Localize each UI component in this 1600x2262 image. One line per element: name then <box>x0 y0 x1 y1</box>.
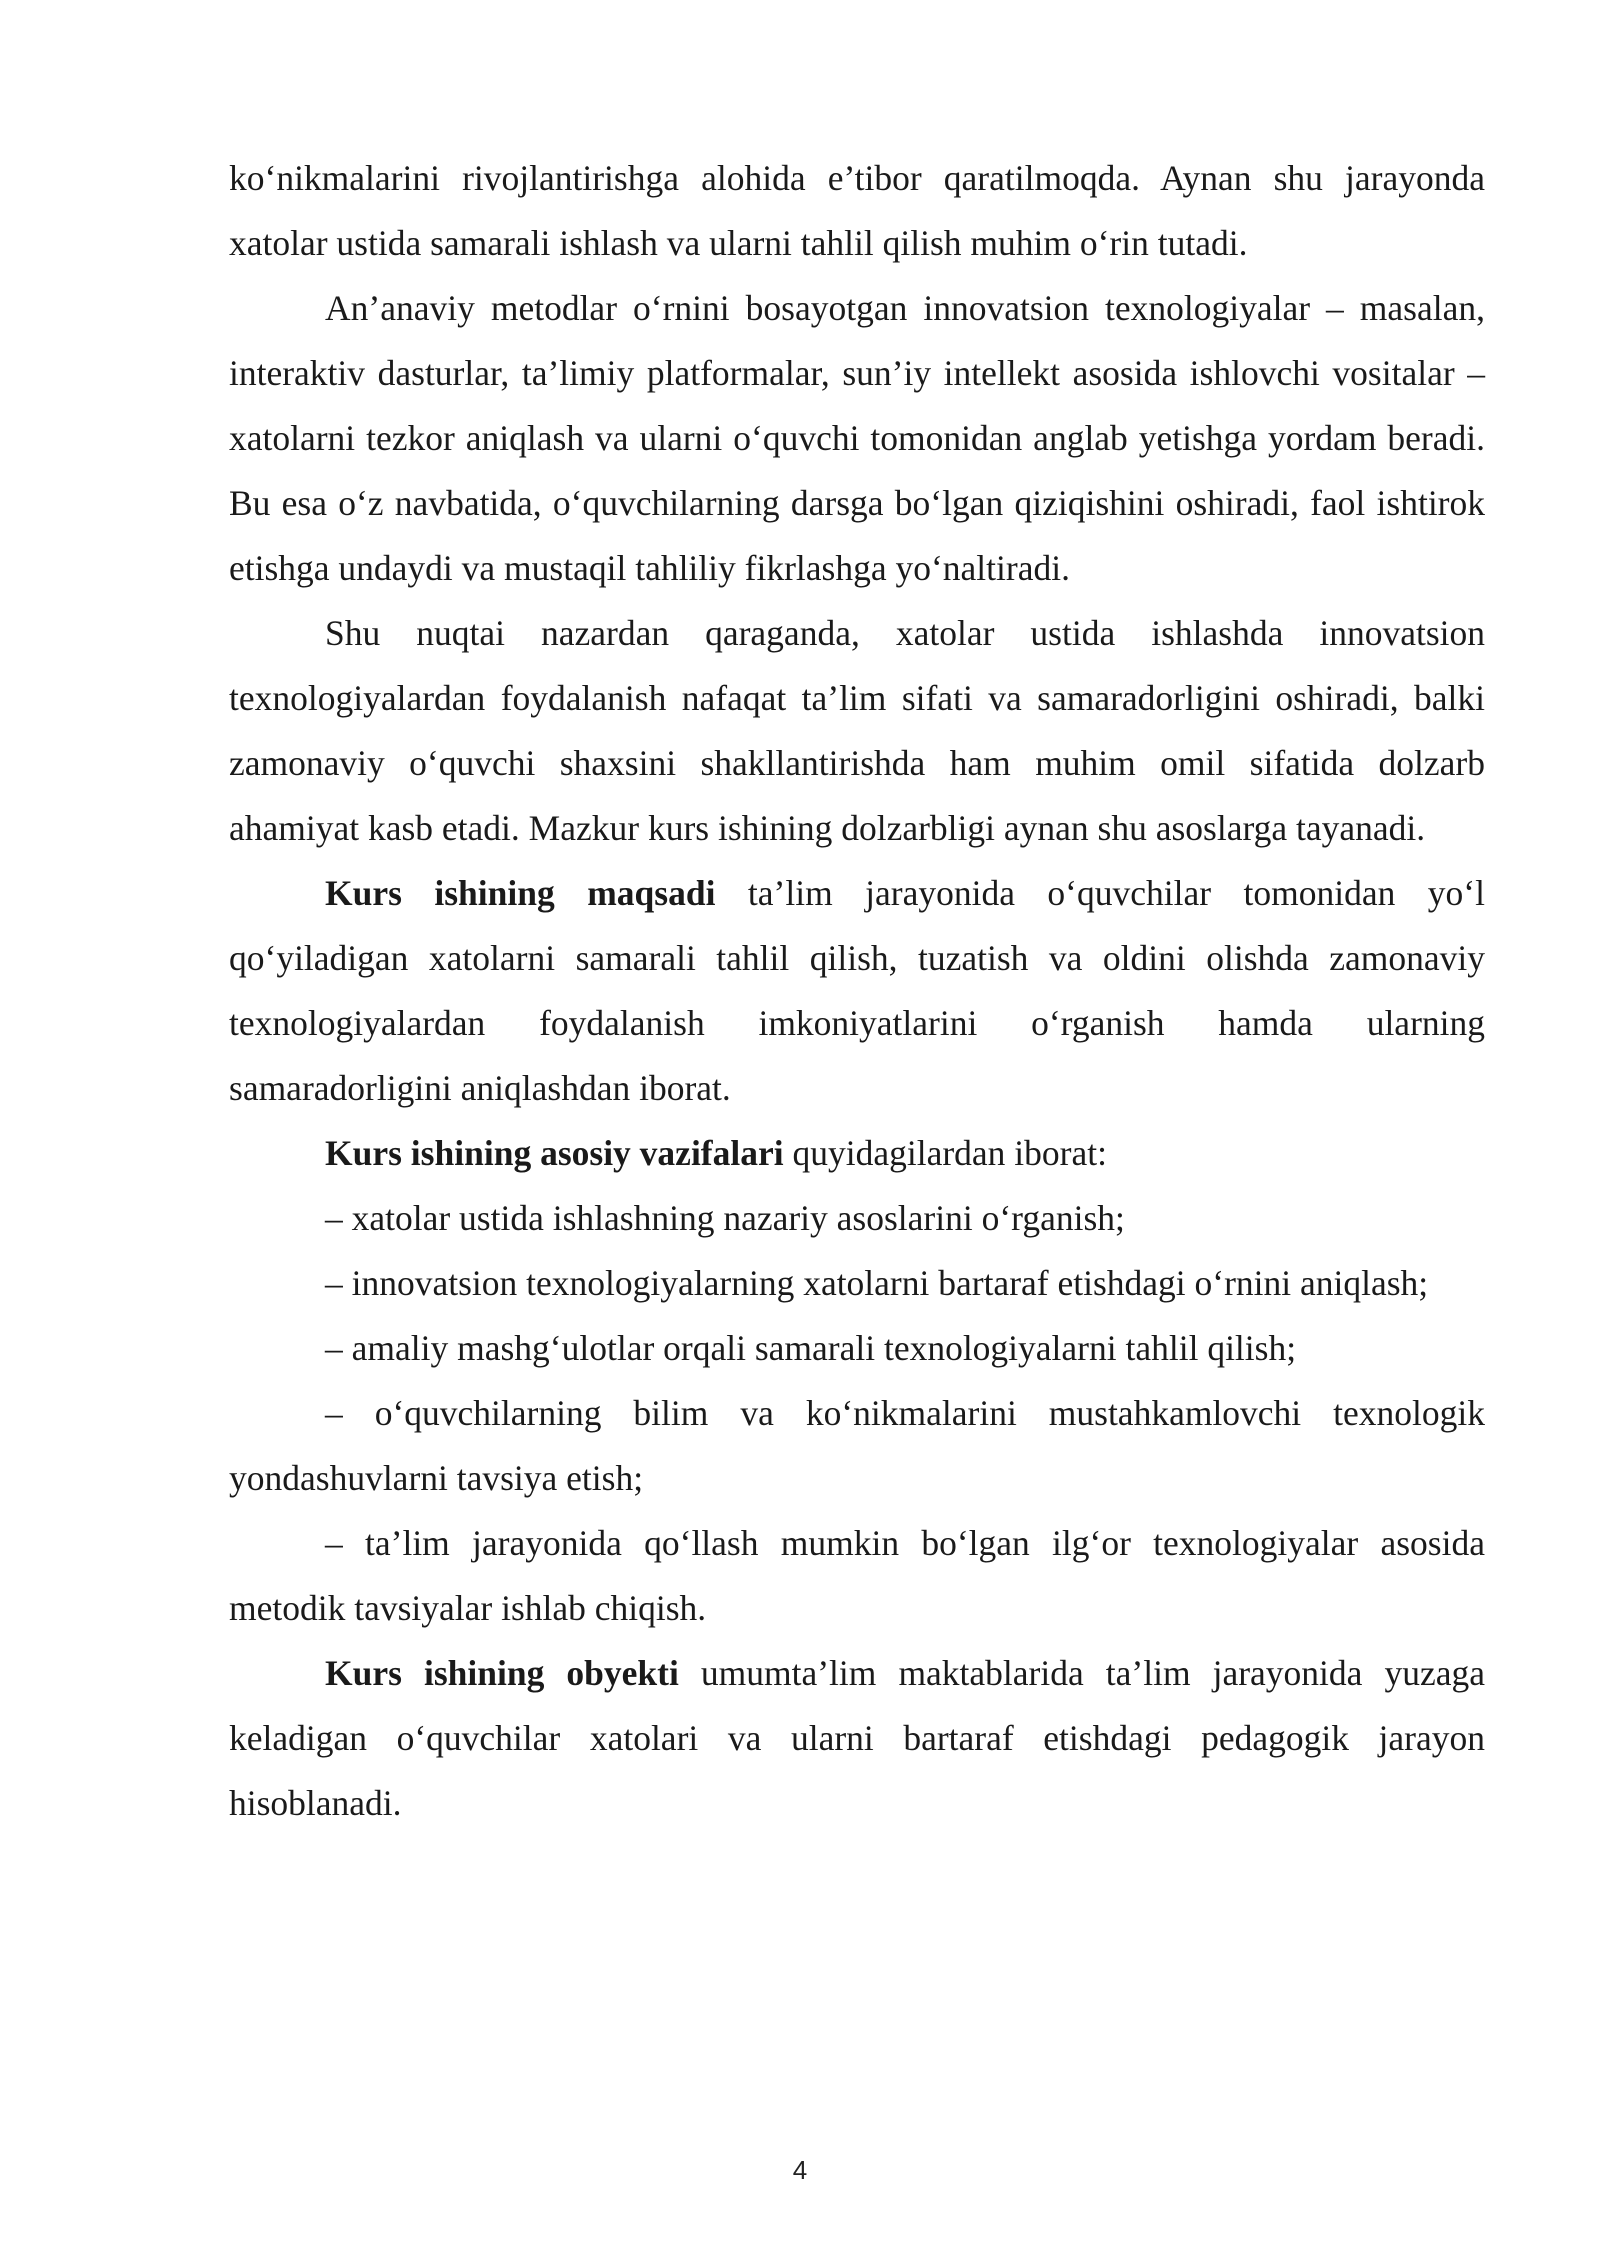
task-item: – amaliy mashgʻulotlar orqali samarali texnologiyalarni tahlil qilish; <box>325 1328 1297 1368</box>
task-item: – xatolar ustida ishlashning nazariy asoslarini oʻrganish; <box>325 1198 1125 1238</box>
paragraph-relevance: Shu nuqtai nazardan qaraganda, xatolar ustida ishlashda innovatsion texnologiyalardan foydalanish nafaqat ta’lim sifati va samaradorligini oshiradi, balki zamonaviy oʻquvchi shaxsini shakllantirishda ham muhim omil sifatida dolzarb ahamiyat kasb etadi. Mazkur kurs ishining dolzarbligi aynan shu asoslarga tayanadi. <box>229 613 1485 848</box>
task-item: – oʻquvchilarning bilim va koʻnikmalarini mustahkamlovchi texnologik yondashuvlarni tavsiya etish; <box>229 1393 1485 1498</box>
paragraph-goal <box>229 861 1485 1121</box>
body-text <box>229 146 1485 1836</box>
object-text: umumta’lim maktablarida ta’lim jarayonida yuzaga keladigan oʻquvchilar xatolari va ularni bartaraf etishdagi pedagogik jarayon hisoblanadi. <box>229 1653 1485 1823</box>
tasks-intro-text: quyidagilardan iborat: <box>783 1133 1107 1173</box>
goal-text: ta’lim jarayonida oʻquvchilar tomonidan yoʻl qoʻyiladigan xatolarni samarali tahlil qilish, tuzatish va oldini olishda zamonaviy texnologiyalardan foydalanish imkoniyatlarini oʻrganish hamda ularning samaradorligini aniqlashdan iborat. <box>229 873 1485 1108</box>
paragraph-continuation: koʻnikmalarini rivojlantirishga alohida e’tibor qaratilmoqda. Aynan shu jarayonda xatolar ustida samarali ishlash va ularni tahlil qilish muhim oʻrin tutadi. <box>229 158 1485 263</box>
paragraph-innovative-technologies: An’anaviy metodlar oʻrnini bosayotgan innovatsion texnologiyalar – masalan, interaktiv dasturlar, ta’limiy platformalar, sun’iy intellekt asosida ishlovchi vositalar – xatolarni tezkor aniqlash va ularni oʻquvchi tomonidan anglab yetishga yordam beradi. Bu esa oʻz navbatida, oʻquvchilarning darsga boʻlgan qiziqishini oshiradi, faol ishtirok etishga undaydi va mustaqil tahliliy fikrlashga yoʻnaltiradi. <box>229 288 1485 588</box>
object-heading: Kurs ishining obyekti <box>325 1653 679 1693</box>
task-item: – innovatsion texnologiyalarning xatolarni bartaraf etishdagi oʻrnini aniqlash; <box>325 1263 1429 1303</box>
goal-heading: Kurs ishining maqsadi <box>325 873 716 913</box>
tasks-heading: Kurs ishining asosiy vazifalari <box>325 1133 784 1173</box>
task-item: – ta’lim jarayonida qoʻllash mumkin boʻlgan ilgʻor texnologiyalar asosida metodik tavsiyalar ishlab chiqish. <box>229 1523 1485 1628</box>
page-number: 4 <box>792 2155 808 2185</box>
paragraph-tasks-intro <box>229 1121 1485 1186</box>
paragraph-object <box>229 1641 1485 1836</box>
